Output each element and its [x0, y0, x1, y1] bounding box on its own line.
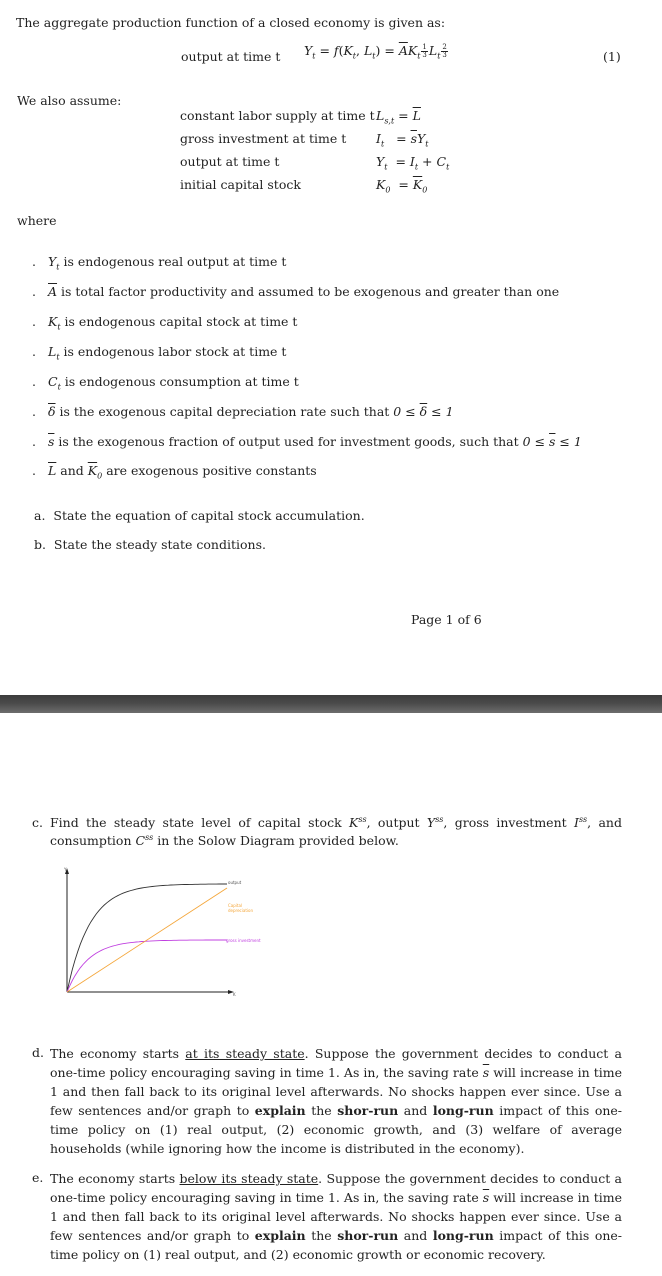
assumption-label-output: output at time t [180, 154, 280, 169]
bullet-depreciation: . $\overline{\delta}$ is the exogenous capital depreciation rate such that $0 \le \overline{\delta} \le 1$ [32, 404, 454, 419]
assumption-label-capital: initial capital stock [180, 177, 301, 192]
y-axis-label: Y [64, 867, 67, 872]
legend-investment: gross investment [226, 938, 261, 943]
eq1-label: output at time t [181, 49, 281, 64]
eq1-number: (1) [603, 49, 621, 64]
bullet-saving: . $\overline{s}$ is the exogenous fraction of output used for investment goods, such that $0 \le \overline{s} \le 1$ [32, 434, 582, 449]
assume-label: We also assume: [17, 93, 122, 108]
legend-depreciation-line2: depreciation [228, 908, 253, 913]
where-label: where [17, 213, 57, 228]
page-footer: Page 1 of 6 [411, 612, 482, 627]
bullet-output: . $Y_t$ is endogenous real output at time t [32, 254, 287, 272]
production-function: $Y_t = f(K_t$, $L_t) = \overline{A}K_t$ $\frac{1}{3}$ $L_t$ $\frac{2}{3}$ [304, 43, 447, 61]
bullet-tfp: . $\overline{A}$ is total factor productivity and assumed to be exogenous and greater than one [32, 284, 560, 299]
page-separator [0, 695, 662, 713]
question-c: c. Find the steady state level of capital stock $K^{ss}$, output $Y^{ss}$, gross investment $I^{ss}$, and consumption $C^{ss}$ in the Solow Diagram provided below. [32, 814, 622, 848]
assumption-label-labor: constant labor supply at time t [180, 108, 375, 123]
legend-depreciation-line1: Capital [228, 903, 243, 908]
solow-diagram [55, 862, 275, 997]
question-a: a. State the equation of capital stock accumulation. [34, 508, 365, 523]
assumption-label-investment: gross investment at time t [180, 131, 347, 146]
legend-depreciation [228, 903, 253, 913]
assumption-eq-investment: $I_t$ = $\overline{s}Y_t$ [376, 131, 429, 149]
bullet-labor: . $L_t$ is endogenous labor stock at time t [32, 344, 287, 362]
assumption-eq-output: $Y_t = I_t + C_t$ [376, 154, 450, 172]
bullet-consumption: . $C_t$ is endogenous consumption at time t [32, 374, 299, 392]
question-e: e. The economy starts below its steady state. Suppose the government decides to conduct a one-time policy encouraging saving in time 1. As in, the saving rate $\overline{s}$ will increase in time 1 and then fall back to its original level afterwards. No shocks happen ever since. Use a few sentences and/or graph to explain the shor-run and long-run impact of this one-time policy on (1) real output, and (2) economic growth or economic recovery. [32, 1170, 623, 1262]
bullet-constants: . $\overline{L}$ and $\overline{K}_0$ are exogenous positive constants [32, 463, 317, 481]
legend-output: output [228, 880, 242, 885]
intro-text: The aggregate production function of a closed economy is given as: [16, 15, 446, 30]
question-b: b. State the steady state conditions. [34, 537, 266, 552]
x-axis-label: K [233, 992, 236, 997]
output-curve [67, 884, 227, 992]
question-d: d. The economy starts at its steady state. Suppose the government decides to conduct a one-time policy encouraging saving in time 1. As in, the saving rate $\overline{s}$ will increase in time 1 and then fall back to its original level afterwards. No shocks happen ever since. Use a few sentences and/or graph to explain the shor-run and long-run impact of this one-time policy on (1) real output, (2) economic growth, and (3) welfare of average households (while ignoring how the income is distributed in the economy). [32, 1045, 623, 1156]
bullet-capital: . $K_t$ is endogenous capital stock at time t [32, 314, 298, 332]
assumption-eq-labor: $L_{s,t} = \overline{L}$ [376, 108, 421, 126]
gross-investment-curve [67, 940, 227, 992]
assumption-eq-capital: $K_0 = \overline{K}_0$ [376, 177, 428, 195]
